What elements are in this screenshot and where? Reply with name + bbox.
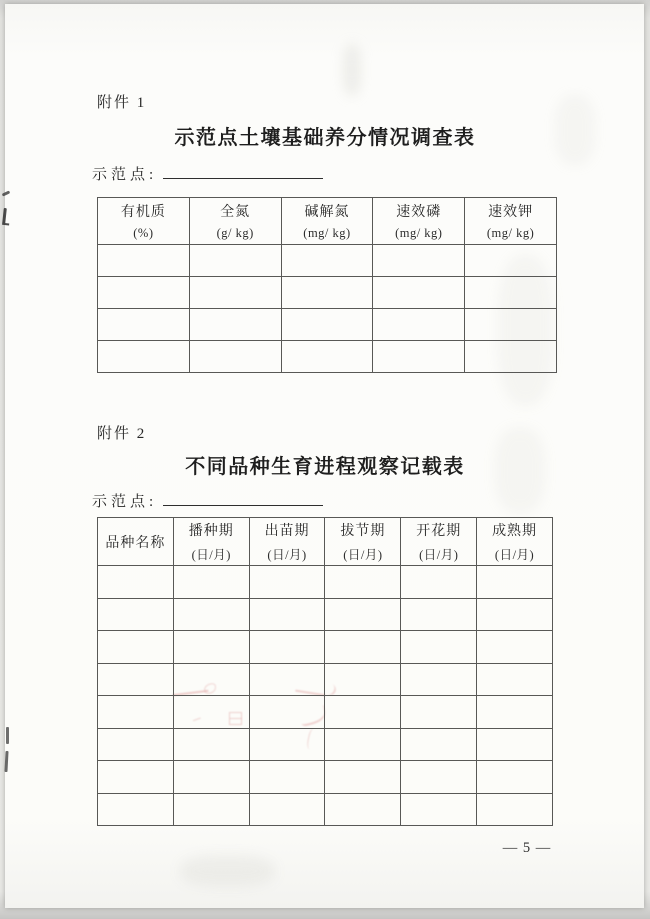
empty-cell [173, 696, 249, 729]
empty-cell [465, 309, 557, 341]
column-header: 有机质 (%) [98, 198, 190, 245]
empty-cell [173, 598, 249, 631]
empty-cell [281, 277, 373, 309]
empty-cell [373, 277, 465, 309]
empty-cell [249, 566, 325, 599]
empty-cell [325, 566, 401, 599]
empty-cell [98, 245, 190, 277]
empty-cell [477, 663, 553, 696]
empty-cell [465, 277, 557, 309]
empty-cell [325, 663, 401, 696]
empty-cell [373, 341, 465, 373]
empty-cell [325, 761, 401, 794]
site-blank-underline [163, 492, 323, 506]
empty-cell [281, 245, 373, 277]
empty-cell [477, 728, 553, 761]
empty-cell [281, 341, 373, 373]
site-blank-underline [163, 165, 323, 179]
site-label: 示范点: [92, 494, 158, 510]
empty-cell [465, 341, 557, 373]
empty-cell [98, 277, 190, 309]
empty-cell [173, 663, 249, 696]
empty-row [98, 728, 553, 761]
column-header: 拔节期 (日/月) [325, 518, 401, 566]
empty-cell [173, 761, 249, 794]
page-number: — 5 — [502, 840, 552, 856]
column-header: 全氮 (g/ kg) [189, 198, 281, 245]
empty-cell [401, 761, 477, 794]
column-header: 成熟期 (日/月) [477, 518, 553, 566]
empty-row [98, 341, 557, 373]
empty-cell [98, 728, 174, 761]
empty-row [98, 566, 553, 599]
empty-cell [477, 566, 553, 599]
empty-row [98, 245, 557, 277]
empty-cell [98, 696, 174, 729]
empty-cell [173, 793, 249, 826]
empty-cell [173, 566, 249, 599]
empty-cell [477, 793, 553, 826]
empty-cell [189, 341, 281, 373]
site-line-2 [92, 490, 323, 511]
empty-cell [401, 793, 477, 826]
empty-cell [98, 341, 190, 373]
empty-cell [249, 696, 325, 729]
site-label: 示范点: [92, 167, 158, 183]
empty-cell [325, 598, 401, 631]
column-header: 播种期 (日/月) [173, 518, 249, 566]
empty-cell [189, 245, 281, 277]
column-header: 速效钾 (mg/ kg) [465, 198, 557, 245]
empty-cell [98, 793, 174, 826]
empty-cell [98, 598, 174, 631]
empty-cell [477, 696, 553, 729]
header-row [98, 198, 557, 245]
attachment-1-title: 示范点土壤基础养分情况调查表 [174, 127, 476, 149]
empty-cell [325, 696, 401, 729]
empty-row [98, 277, 557, 309]
empty-cell [401, 696, 477, 729]
column-header: 碱解氮 (mg/ kg) [281, 198, 373, 245]
soil-nutrient-table [97, 197, 557, 373]
empty-row [98, 309, 557, 341]
empty-cell [189, 309, 281, 341]
empty-cell [98, 566, 174, 599]
empty-cell [477, 631, 553, 664]
empty-cell [477, 761, 553, 794]
site-line-1 [92, 163, 323, 184]
empty-row [98, 598, 553, 631]
empty-cell [249, 631, 325, 664]
empty-cell [281, 309, 373, 341]
empty-cell [98, 761, 174, 794]
empty-row [98, 696, 553, 729]
empty-cell [249, 598, 325, 631]
empty-cell [189, 277, 281, 309]
empty-row [98, 793, 553, 826]
empty-cell [249, 793, 325, 826]
attachment-2-label: 附件 2 [97, 426, 147, 442]
growth-stage-table [97, 517, 553, 826]
empty-cell [325, 793, 401, 826]
column-header: 品种名称 [98, 518, 174, 566]
empty-cell [325, 728, 401, 761]
empty-row [98, 631, 553, 664]
header-row [98, 518, 553, 566]
attachment-1-label: 附件 1 [97, 95, 147, 111]
empty-cell [98, 309, 190, 341]
empty-cell [249, 728, 325, 761]
empty-cell [401, 728, 477, 761]
empty-cell [477, 598, 553, 631]
empty-cell [465, 245, 557, 277]
empty-cell [98, 663, 174, 696]
empty-cell [249, 663, 325, 696]
empty-cell [325, 631, 401, 664]
empty-cell [173, 631, 249, 664]
empty-row [98, 663, 553, 696]
column-header: 出苗期 (日/月) [249, 518, 325, 566]
column-header: 速效磷 (mg/ kg) [373, 198, 465, 245]
empty-cell [401, 631, 477, 664]
empty-row [98, 761, 553, 794]
empty-cell [401, 663, 477, 696]
empty-cell [249, 761, 325, 794]
empty-cell [173, 728, 249, 761]
empty-cell [98, 631, 174, 664]
empty-cell [373, 245, 465, 277]
empty-cell [373, 309, 465, 341]
column-header: 开花期 (日/月) [401, 518, 477, 566]
empty-cell [401, 566, 477, 599]
attachment-2-title: 不同品种生育进程观察记载表 [185, 456, 465, 478]
empty-cell [401, 598, 477, 631]
